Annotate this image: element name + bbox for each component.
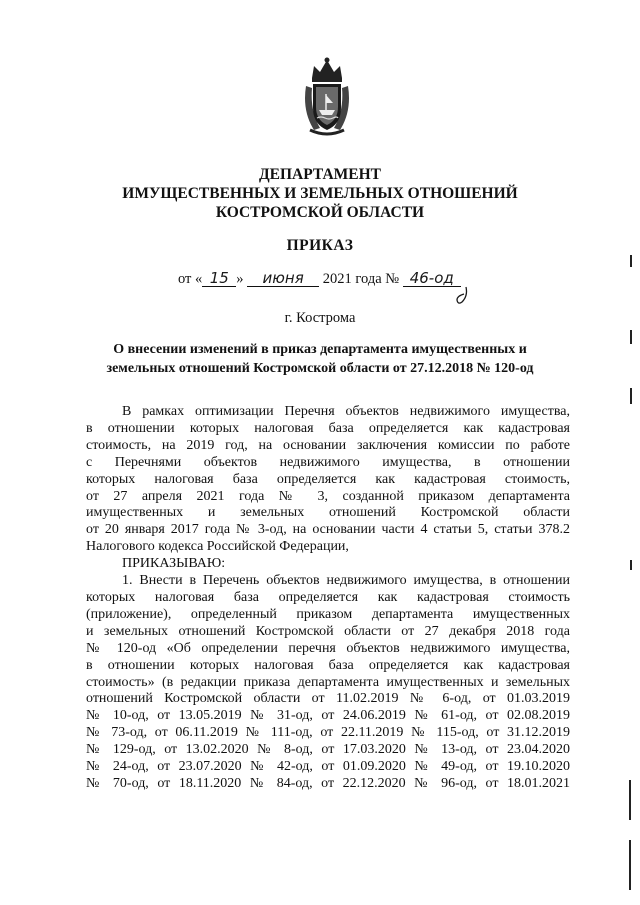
item-line: (приложение), определенный приказом департамента имущественных (86, 606, 570, 622)
handwriting-flourish (452, 286, 472, 306)
preamble-line: которых налоговая база определяется как кадастровая стоимость, (86, 471, 570, 487)
item-line: отношений Костромской области от 11.02.2019 № 6-од, от 01.03.2019 (86, 691, 570, 707)
scan-mark (630, 388, 632, 404)
document-type-title: ПРИКАЗ (286, 237, 354, 254)
item-line: № 129-од, от 13.02.2020 № 8-од, от 17.03.2020 № 13-од, от 23.04.2020 (86, 742, 570, 758)
item-line: 1. Внести в Перечень объектов недвижимого имущества, в отношении (122, 573, 570, 589)
item-line: № 120-од «Об определении перечня объектов недвижимого имущества, (86, 640, 570, 656)
department-name (0, 165, 640, 222)
order-directive: ПРИКАЗЫВАЮ: (122, 556, 226, 572)
department-line-1: ДЕПАРТАМЕНТ (258, 166, 382, 183)
item-line: № 10-од, от 13.05.2019 № 31-од, от 24.06.2019 № 61-од, от 02.08.2019 (86, 708, 570, 724)
order-date-number-line (178, 270, 461, 288)
subject-line-1: О внесении изменений в приказ департамента имущественных и (113, 342, 527, 357)
preamble-line: с Перечнями объектов недвижимого имущества, в отношении (86, 454, 570, 470)
item-line: № 70-од, от 18.11.2020 № 84-од, от 22.12.2020 № 96-од, от 18.01.2021 (86, 775, 570, 791)
item-line: в отношении которых налоговая база определяется как кадастровая (86, 657, 570, 673)
preamble-line: от 27 апреля 2021 года № 3, созданной приказом департамента (86, 488, 570, 504)
item-line: стоимость» (в редакции приказа департамента имущественных и земельных (86, 674, 570, 690)
preamble-line: в отношении которых налоговая база определяется как кадастровая (86, 420, 570, 436)
item-line: которых налоговая база определяется как кадастровая стоимость (86, 589, 570, 605)
preamble-line: от 20 января 2017 года № 3-од, на основании части 4 статьи 5, статьи 378.2 (86, 522, 570, 538)
handwritten-day: 15 (202, 270, 236, 287)
preamble-line: В рамках оптимизации Перечня объектов недвижимого имущества, (122, 404, 570, 419)
department-line-2: ИМУЩЕСТВЕННЫХ И ЗЕМЕЛЬНЫХ ОТНОШЕНИЙ (122, 185, 518, 202)
preamble-line: имущественных и земельных отношений Костромской области (86, 505, 570, 521)
scan-mark (629, 780, 631, 820)
city: г. Кострома (284, 310, 356, 326)
handwritten-order-number: 46-од (403, 270, 461, 287)
scan-mark (630, 330, 632, 344)
preamble-line: Налогового кодекса Российской Федерации, (86, 539, 349, 555)
department-line-3: КОСТРОМСКОЙ ОБЛАСТИ (215, 204, 425, 221)
date-quote-close: » (236, 271, 244, 287)
order-subject (0, 340, 640, 378)
subject-line-2: земельных отношений Костромской области от 27.12.2018 № 120-од (106, 361, 534, 376)
document-body (86, 404, 570, 793)
year-text: 2021 года № (322, 271, 400, 287)
preamble-line: стоимость, на 2019 год, на основании заключения комиссии по работе (86, 437, 570, 453)
handwritten-month: июня (247, 270, 319, 287)
item-line: № 24-од, от 23.07.2020 № 42-од, от 01.09.2020 № 49-од, от 19.10.2020 (86, 759, 570, 775)
preamble-paragraph (86, 404, 570, 556)
scan-mark (630, 560, 632, 570)
item-line: и земельных отношений Костромской области от 27 декабря 2018 года (86, 623, 570, 639)
scan-mark (629, 840, 631, 890)
scan-mark (630, 255, 632, 267)
item-1-paragraph (86, 573, 570, 793)
date-prefix: от « (178, 271, 203, 287)
item-line: № 73-од, от 06.11.2019 № 111-од, от 22.11.2019 № 115-од, от 31.12.2019 (86, 725, 570, 741)
coat-of-arms-icon (300, 56, 354, 138)
